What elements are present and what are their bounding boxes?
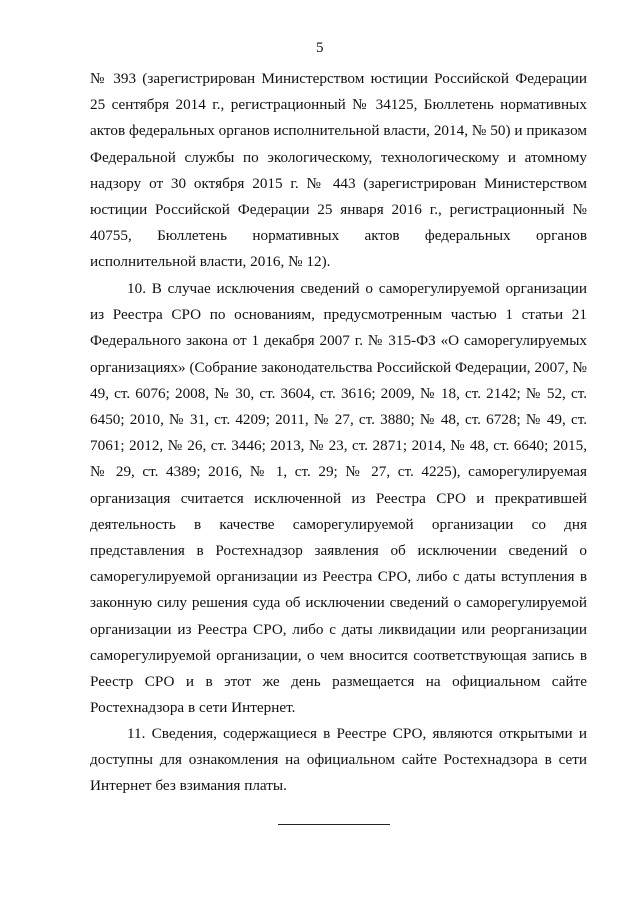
page-number: 5 <box>316 40 324 56</box>
paragraph-text: № 393 (зарегистрирован Министерством юстиции Российской Федерации 25 сентября 2014 г., регистрационный № 34125, Бюллетень нормативных актов федеральных органов исполнительной власти, 2014, № 50) и приказом Федеральной службы по экологическому, технологическому и атомному надзору от 30 октября 2015 г. № 443 (зарегистрирован Министерством юстиции Российской Федерации 25 января 2016 г., регистрационный № 40755, Бюллетень нормативных актов федеральных органов исполнительной власти, 2016, № 12). <box>90 70 587 271</box>
paragraph-item-11 <box>90 721 587 800</box>
end-of-text-rule <box>278 824 390 825</box>
paragraph-text: 11. Сведения, содержащиеся в Реестре СРО, являются открытыми и доступны для ознакомления на официальном сайте Ростехнадзора в сети Интернет без взимания платы. <box>90 725 587 795</box>
paragraph-item-10 <box>90 276 587 721</box>
paragraph-text: 10. В случае исключения сведений о саморегулируемой организации из Реестра СРО по основаниям, предусмотренным частью 1 статьи 21 Федерального закона от 1 декабря 2007 г. № 315-ФЗ «О саморегулируемых организациях» (Собрание законодательства Российской Федерации, 2007, № 49, ст. 6076; 2008, № 30, ст. 3604, ст. 3616; 2009, № 18, ст. 2142; № 52, ст. 6450; 2010, № 31, ст. 4209; 2011, № 27, ст. 3880; № 48, ст. 6728; № 49, ст. 7061; 2012, № 26, ст. 3446; 2013, № 23, ст. 2871; 2014, № 48, ст. 6640; 2015, № 29, ст. 4389; 2016, № 1, ст. 29; № 27, ст. 4225), саморегулируемая организация считается исключенной из Реестра СРО и прекратившей деятельность в качестве саморегулируемой организации со дня представления в Ростехнадзор заявления об исключении сведений о саморегулируемой организации из Реестра СРО, либо с даты вступления в законную силу решения суда об исключении сведений о саморегулируемой организации из Реестра СРО, либо с даты ликвидации или реорганизации саморегулируемой организации, о чем вносится соответствующая запись в Реестр СРО и в этот же день размещается на официальном сайте Ростехнадзора в сети Интернет. <box>90 280 587 717</box>
paragraph-continuation <box>90 66 587 276</box>
